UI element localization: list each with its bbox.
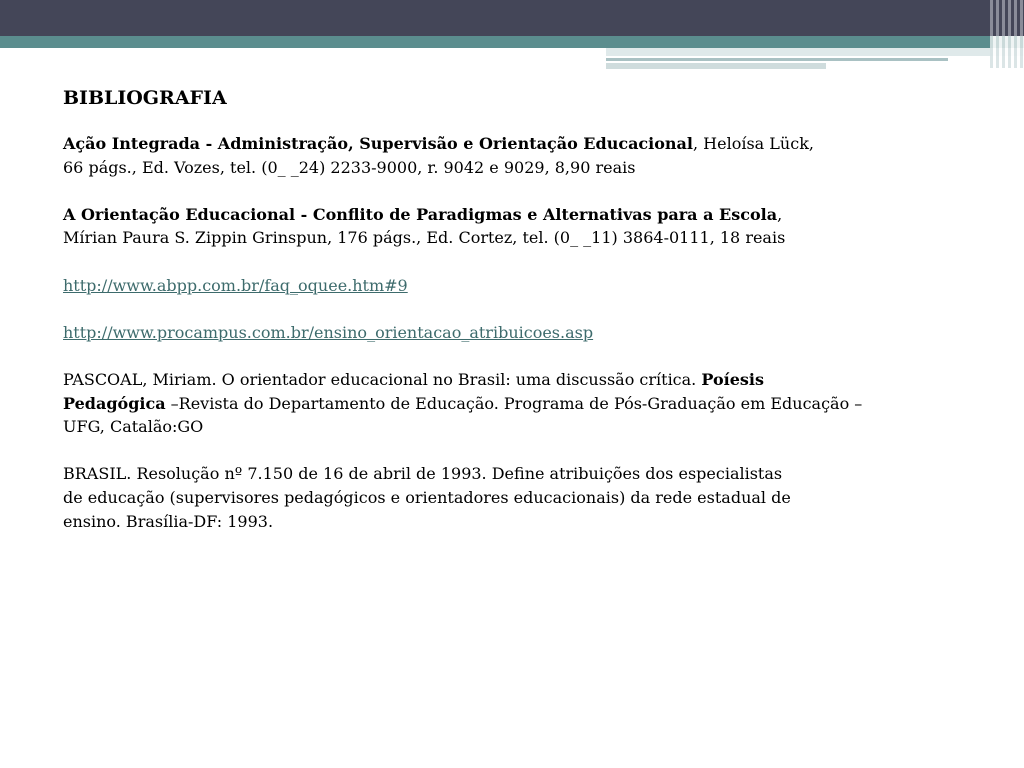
header-teal-band xyxy=(0,36,1024,48)
entry-1-title: Ação Integrada - Administração, Supervisão e Orientação Educacional xyxy=(63,134,693,153)
header-accent-line xyxy=(606,58,948,61)
slide-content xyxy=(63,84,948,557)
entry-2-line-2: Mírian Paura S. Zippin Grinspun, 176 págs., Ed. Cortez, tel. (0_ _11) 3864-0111, 18 reais xyxy=(63,228,786,248)
entry-3-line-2 xyxy=(63,392,948,416)
header-accent-bar-short xyxy=(606,63,826,69)
bibliography-entry-2 xyxy=(63,203,948,250)
entry-1-line-2: 66 págs., Ed. Vozes, tel. (0_ _24) 2233-9000, r. 9042 e 9029, 8,90 reais xyxy=(63,157,636,177)
entry-2-title: A Orientação Educacional - Conflito de Paradigmas e Alternativas para a Escola xyxy=(63,204,778,224)
bibliography-entry-3 xyxy=(63,368,948,439)
header-vertical-stripes-dark xyxy=(990,0,1024,36)
entry-2-line-1 xyxy=(63,203,948,227)
entry-1-author: , Heloísa Lück, xyxy=(693,134,814,153)
bibliography-entry-4 xyxy=(63,462,948,533)
entry-3-text: PASCOAL, Miriam. O orientador educacional no Brasil: uma discussão crítica. xyxy=(63,369,702,389)
entry-4-line-2: de educação (supervisores pedagógicos e orientadores educacionais) da rede estadual de xyxy=(63,487,791,507)
entry-2-comma: , xyxy=(777,204,783,224)
entry-3-publisher: –Revista do Departamento de Educação. Programa de Pós-Graduação em Educação – xyxy=(165,393,863,413)
entry-1-line-1 xyxy=(63,132,948,156)
procampus-link[interactable]: http://www.procampus.com.br/ensino_orientacao_atribuicoes.asp xyxy=(63,322,594,342)
abpp-link[interactable]: http://www.abpp.com.br/faq_oquee.htm#9 xyxy=(63,275,408,295)
bibliography-link-1 xyxy=(63,274,948,298)
entry-4-line-3: ensino. Brasília-DF: 1993. xyxy=(63,511,274,531)
entry-3-line-3: UFG, Catalão:GO xyxy=(63,417,204,437)
bibliography-link-2 xyxy=(63,321,948,345)
entry-3-journal-part-1: Poíesis xyxy=(701,369,764,389)
slide-title: BIBLIOGRAFIA xyxy=(63,87,227,109)
entry-4-line-1: BRASIL. Resolução nº 7.150 de 16 de abril de 1993. Define atribuições dos especialistas xyxy=(63,464,783,484)
entry-3-journal-part-2: Pedagógica xyxy=(63,393,166,413)
entry-3-line-1 xyxy=(63,368,948,392)
header-accent-bar xyxy=(606,48,1024,56)
bibliography-entry-1 xyxy=(63,132,948,179)
header-dark-band xyxy=(0,0,1024,36)
